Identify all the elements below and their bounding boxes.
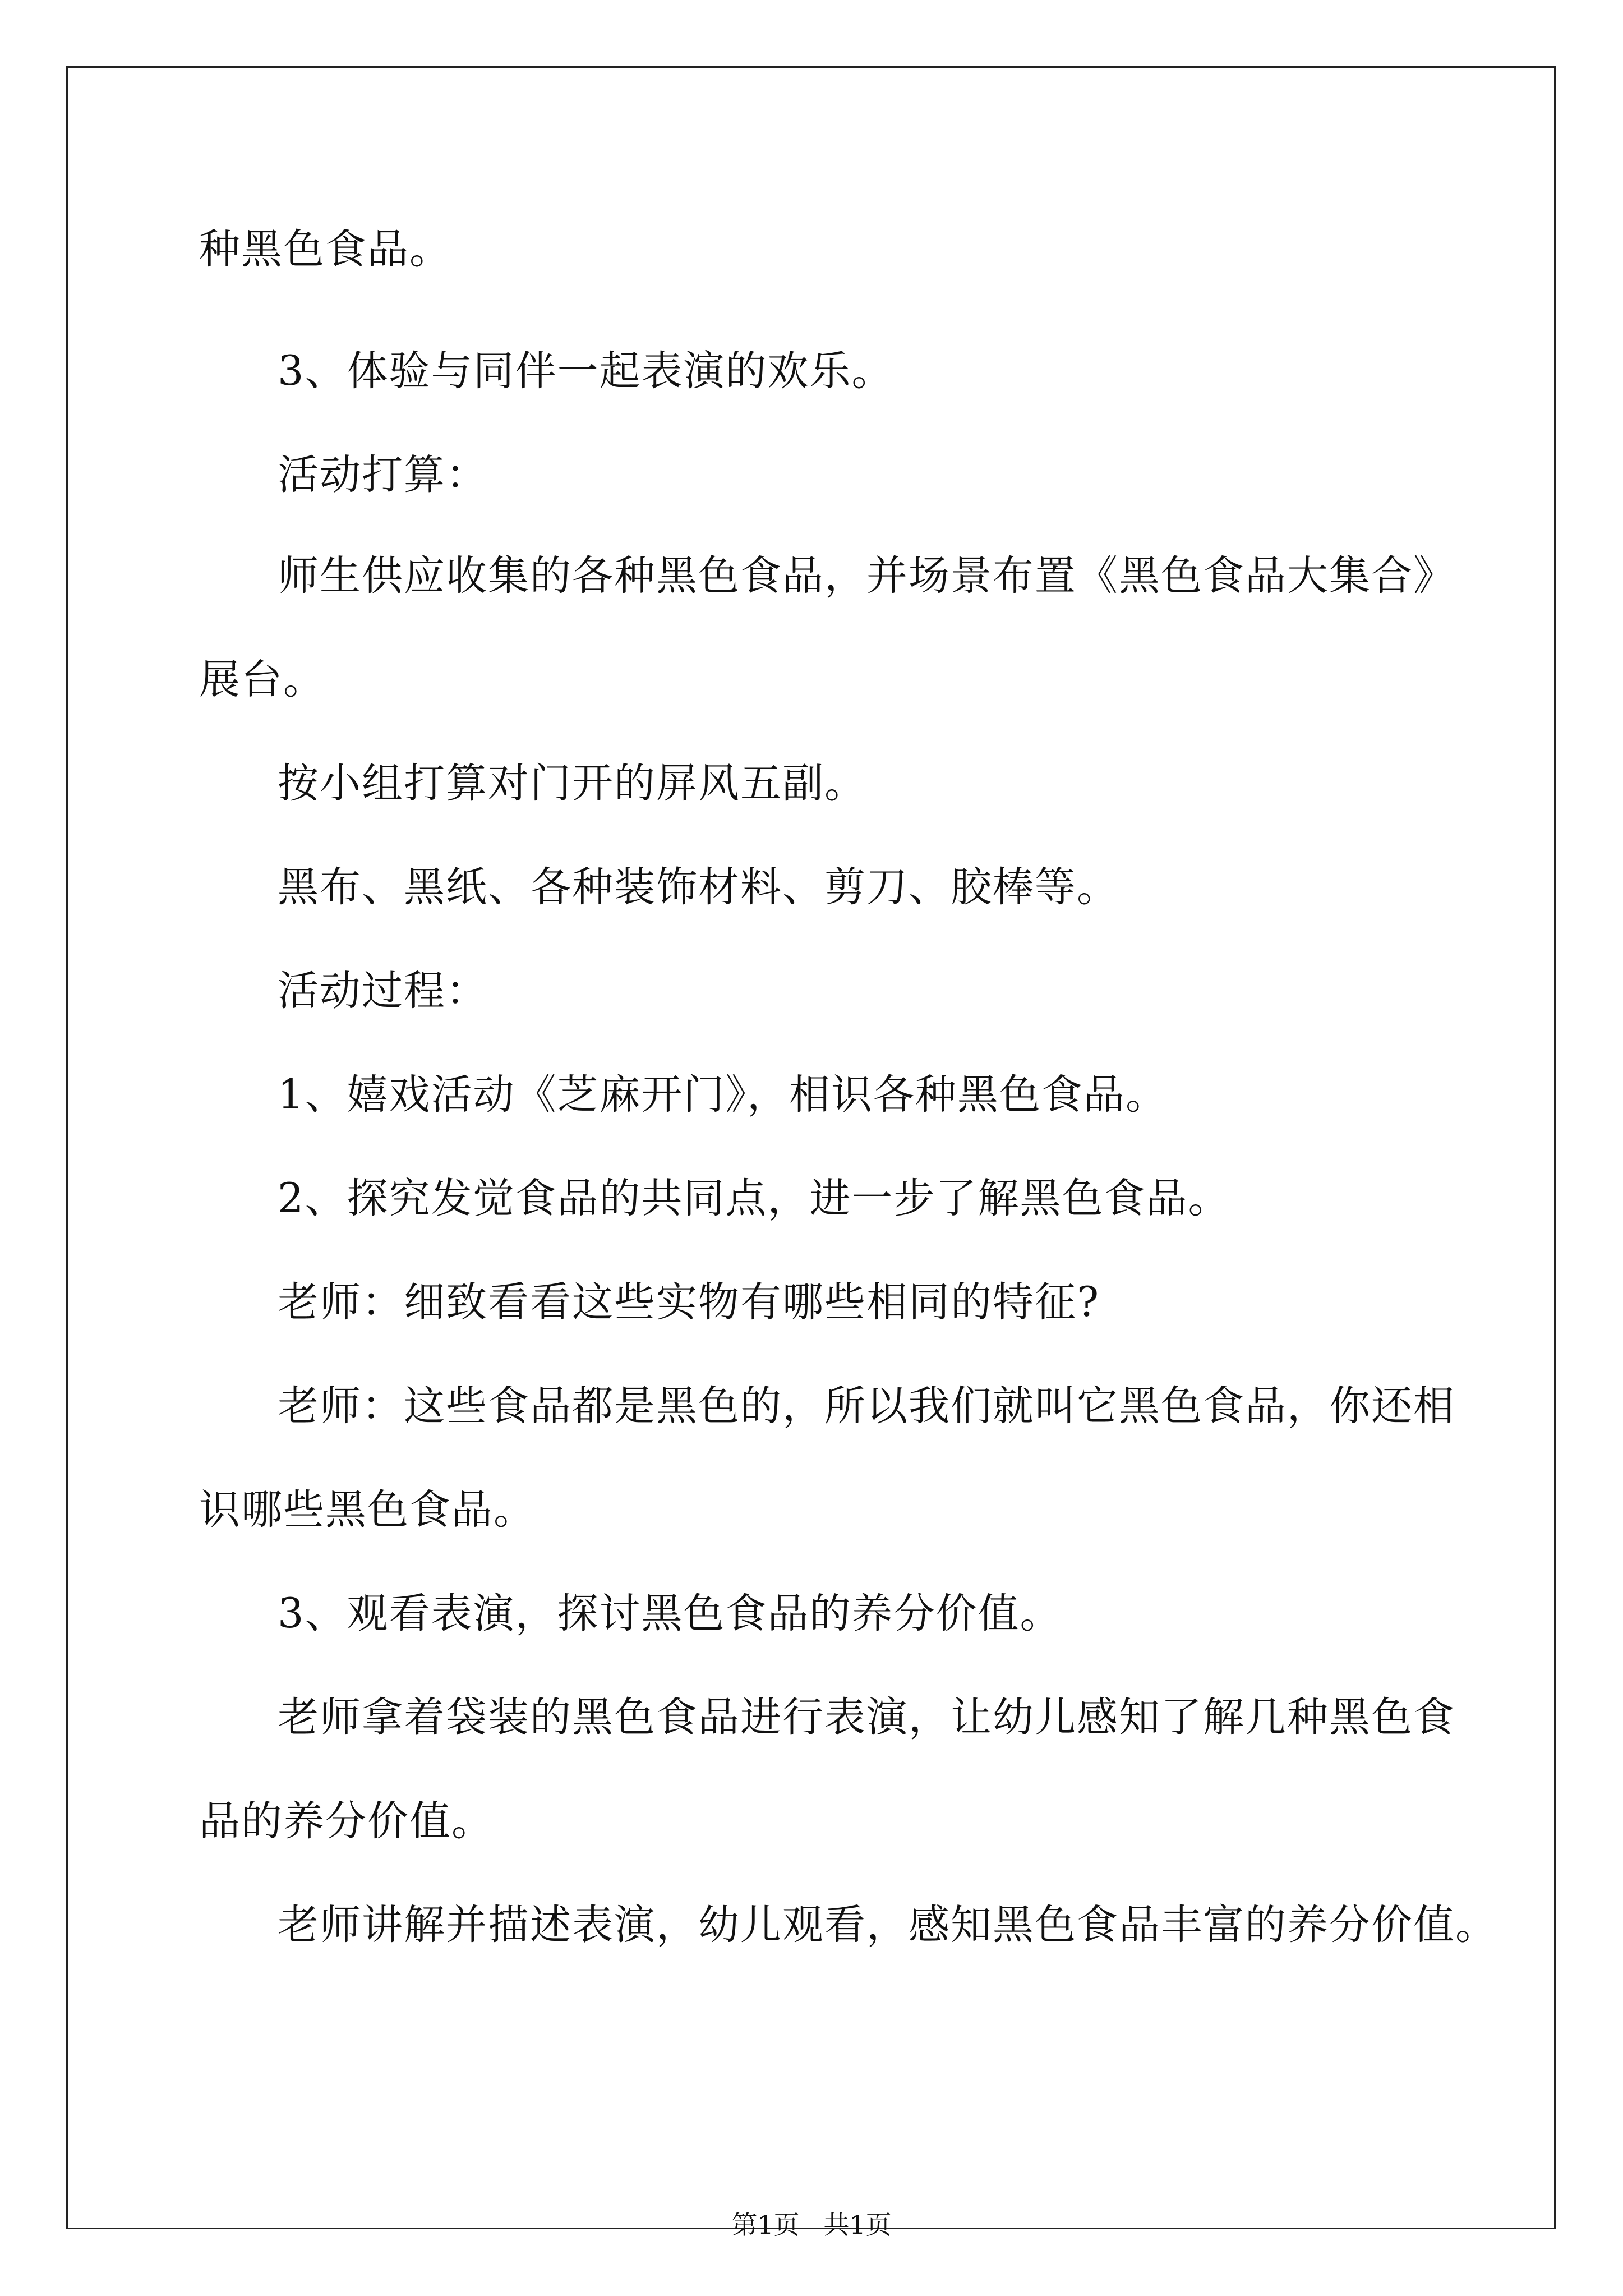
paragraph-line: 展台。: [199, 656, 325, 703]
paragraph-line: 黑布、黑纸、各种装饰材料、剪刀、胶棒等。: [278, 863, 1119, 911]
page-number-current: 第1页: [731, 2210, 800, 2240]
page-footer: [0, 2205, 1623, 2242]
paragraph-line: 3、体验与同伴一起表演的欢乐。: [278, 347, 894, 395]
paragraph-line: 品的养分价值。: [199, 1797, 494, 1845]
section-heading: 活动过程：: [278, 967, 488, 1015]
paragraph-line: 2、探究发觉食品的共同点，进一步了解黑色食品。: [278, 1175, 1230, 1222]
section-heading: 活动打算：: [278, 451, 488, 499]
paragraph-line: 种黑色食品。: [199, 226, 451, 273]
page-number-total: 共1页: [823, 2210, 892, 2240]
paragraph-line: 3、观看表演，探讨黑色食品的养分价值。: [278, 1590, 1062, 1637]
paragraph-line: 老师讲解并描述表演，幼儿观看，感知黑色食品丰富的养分价值。: [278, 1901, 1497, 1949]
paragraph-line: 1、嬉戏活动《芝麻开门》，相识各种黑色食品。: [278, 1071, 1168, 1119]
paragraph-line: 按小组打算对门开的屏风五副。: [278, 760, 866, 807]
paragraph-line: 老师：这些食品都是黑色的，所以我们就叫它黑色食品，你还相: [278, 1382, 1455, 1430]
paragraph-line: 老师拿着袋装的黑色食品进行表演，让幼儿感知了解几种黑色食: [278, 1694, 1455, 1741]
paragraph-line: 师生供应收集的各种黑色食品，并场景布置《黑色食品大集合》: [278, 552, 1455, 600]
paragraph-line: 老师：细致看看这些实物有哪些相同的特征?: [278, 1278, 1100, 1326]
paragraph-line: 识哪些黑色食品。: [199, 1486, 536, 1534]
